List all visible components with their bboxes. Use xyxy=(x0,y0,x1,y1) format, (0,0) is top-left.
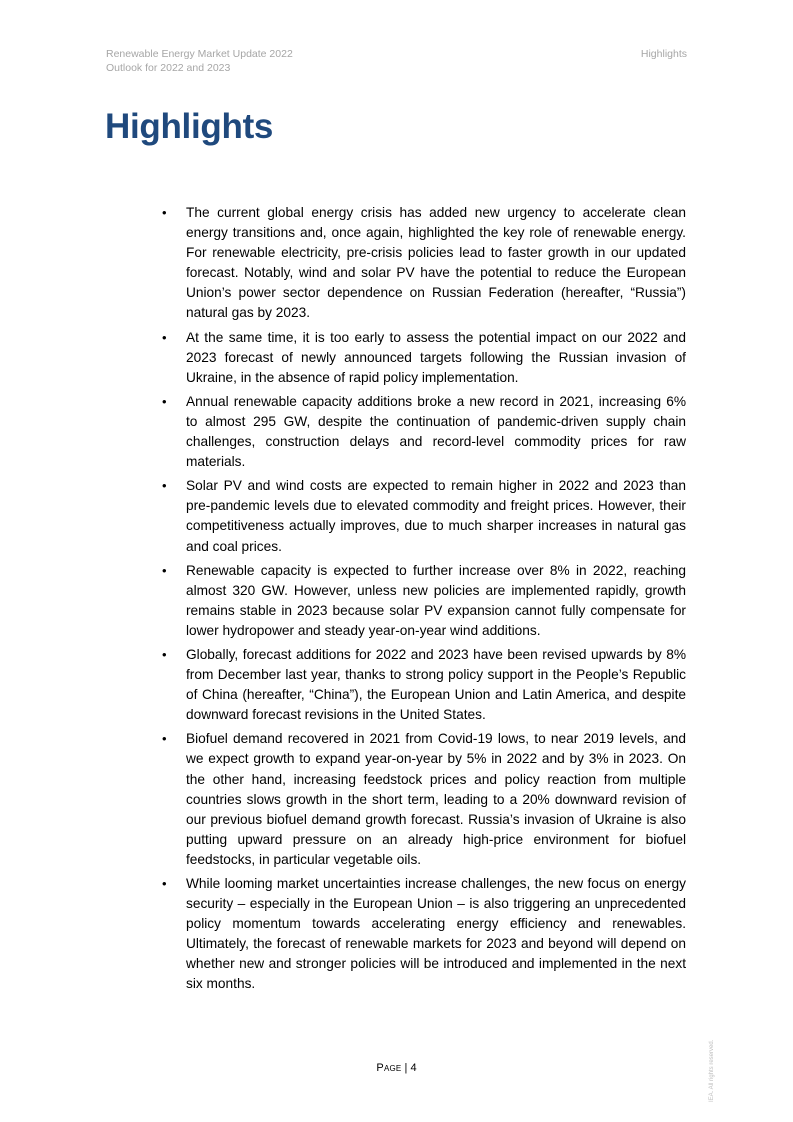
list-item-text: The current global energy crisis has added new urgency to accelerate clean energy transitions and, once again, highlighted the key role of renewable energy. For renewable electricity, pre-crisis policies lead to faster growth in our updated forecast. Notably, wind and solar PV have the potential to reduce the European Union’s power sector dependence on Russian Federation (hereafter, “Russia”) natural gas by 2023. xyxy=(186,205,686,321)
list-item xyxy=(160,561,686,641)
list-item-text: Renewable capacity is expected to further increase over 8% in 2022, reaching almost 320 GW. However, unless new policies are implemented rapidly, growth remains stable in 2023 because solar PV expansion cannot fully compensate for lower hydropower and steady year-on-year wind additions. xyxy=(186,562,686,638)
bullet-icon: • xyxy=(162,478,167,494)
bullet-icon: • xyxy=(162,205,167,220)
report-title: Renewable Energy Market Update 2022 xyxy=(106,48,293,60)
list-item xyxy=(160,874,686,995)
bullet-icon: • xyxy=(162,562,167,578)
page-title: Highlights xyxy=(105,107,274,146)
bullet-icon: • xyxy=(162,393,167,409)
page-label: Page xyxy=(376,1062,402,1074)
list-item-text: Biofuel demand recovered in 2021 from Covid-19 lows, to near 2019 levels, and we expect growth to expand year-on-year by 5% in 2022 and by 3% in 2023. On the other hand, increasing feedstock prices and policy reaction from multiple countries slows growth in the short term, leading to a 20% downward revision of our previous biofuel demand growth forecast. Russia’s invasion of Ukraine is also putting upward pressure on an already high-price environment for biofuel feedstocks, in particular vegetable oils. xyxy=(186,731,686,867)
running-header xyxy=(106,47,293,75)
page-separator: | xyxy=(401,1062,411,1074)
copyright-notice: IEA. All rights reserved. xyxy=(709,1039,715,1102)
list-item-text: Annual renewable capacity additions broke a new record in 2021, increasing 6% to almost 295 GW, despite the continuation of pandemic-driven supply chain challenges, construction delays and record-level commodity prices for raw materials. xyxy=(186,393,686,470)
list-item-text: While looming market uncertainties increase challenges, the new focus on energy security – especially in the European Union – is also triggering an unprecedented policy momentum towards accelerating energy efficiency and renewables. Ultimately, the forecast of renewable markets for 2023 and beyond will depend on whether new and stronger policies will be introduced and implemented in the next six months. xyxy=(186,876,686,992)
bullet-icon: • xyxy=(162,876,167,891)
report-subtitle: Outlook for 2022 and 2023 xyxy=(106,62,231,74)
list-item-text: At the same time, it is too early to assess the potential impact on our 2022 and 2023 forecast of newly announced targets following the Russian invasion of Ukraine, in the absence of rapid policy implementation. xyxy=(186,329,686,385)
list-item xyxy=(160,392,686,472)
section-header: Highlights xyxy=(640,48,687,60)
list-item xyxy=(160,476,686,556)
list-item xyxy=(160,729,686,870)
page-number: 4 xyxy=(410,1062,417,1074)
bullet-icon: • xyxy=(162,646,167,662)
list-item xyxy=(160,328,686,388)
bullet-icon: • xyxy=(162,329,167,345)
list-item-text: Globally, forecast additions for 2022 and 2023 have been revised upwards by 8% from December last year, thanks to strong policy support in the People’s Republic of China (hereafter, “China”), the European Union and Latin America, and despite downward forecast revisions in the United States. xyxy=(186,646,686,723)
list-item xyxy=(160,203,686,324)
bullet-icon: • xyxy=(162,731,167,747)
list-item-text: Solar PV and wind costs are expected to remain higher in 2022 and 2023 than pre-pandemic levels due to elevated commodity and freight prices. However, their competitiveness actually improves, due to much sharper increases in natural gas and coal prices. xyxy=(186,478,686,554)
page-footer xyxy=(0,1062,793,1074)
highlights-list xyxy=(160,203,686,999)
list-item xyxy=(160,645,686,725)
